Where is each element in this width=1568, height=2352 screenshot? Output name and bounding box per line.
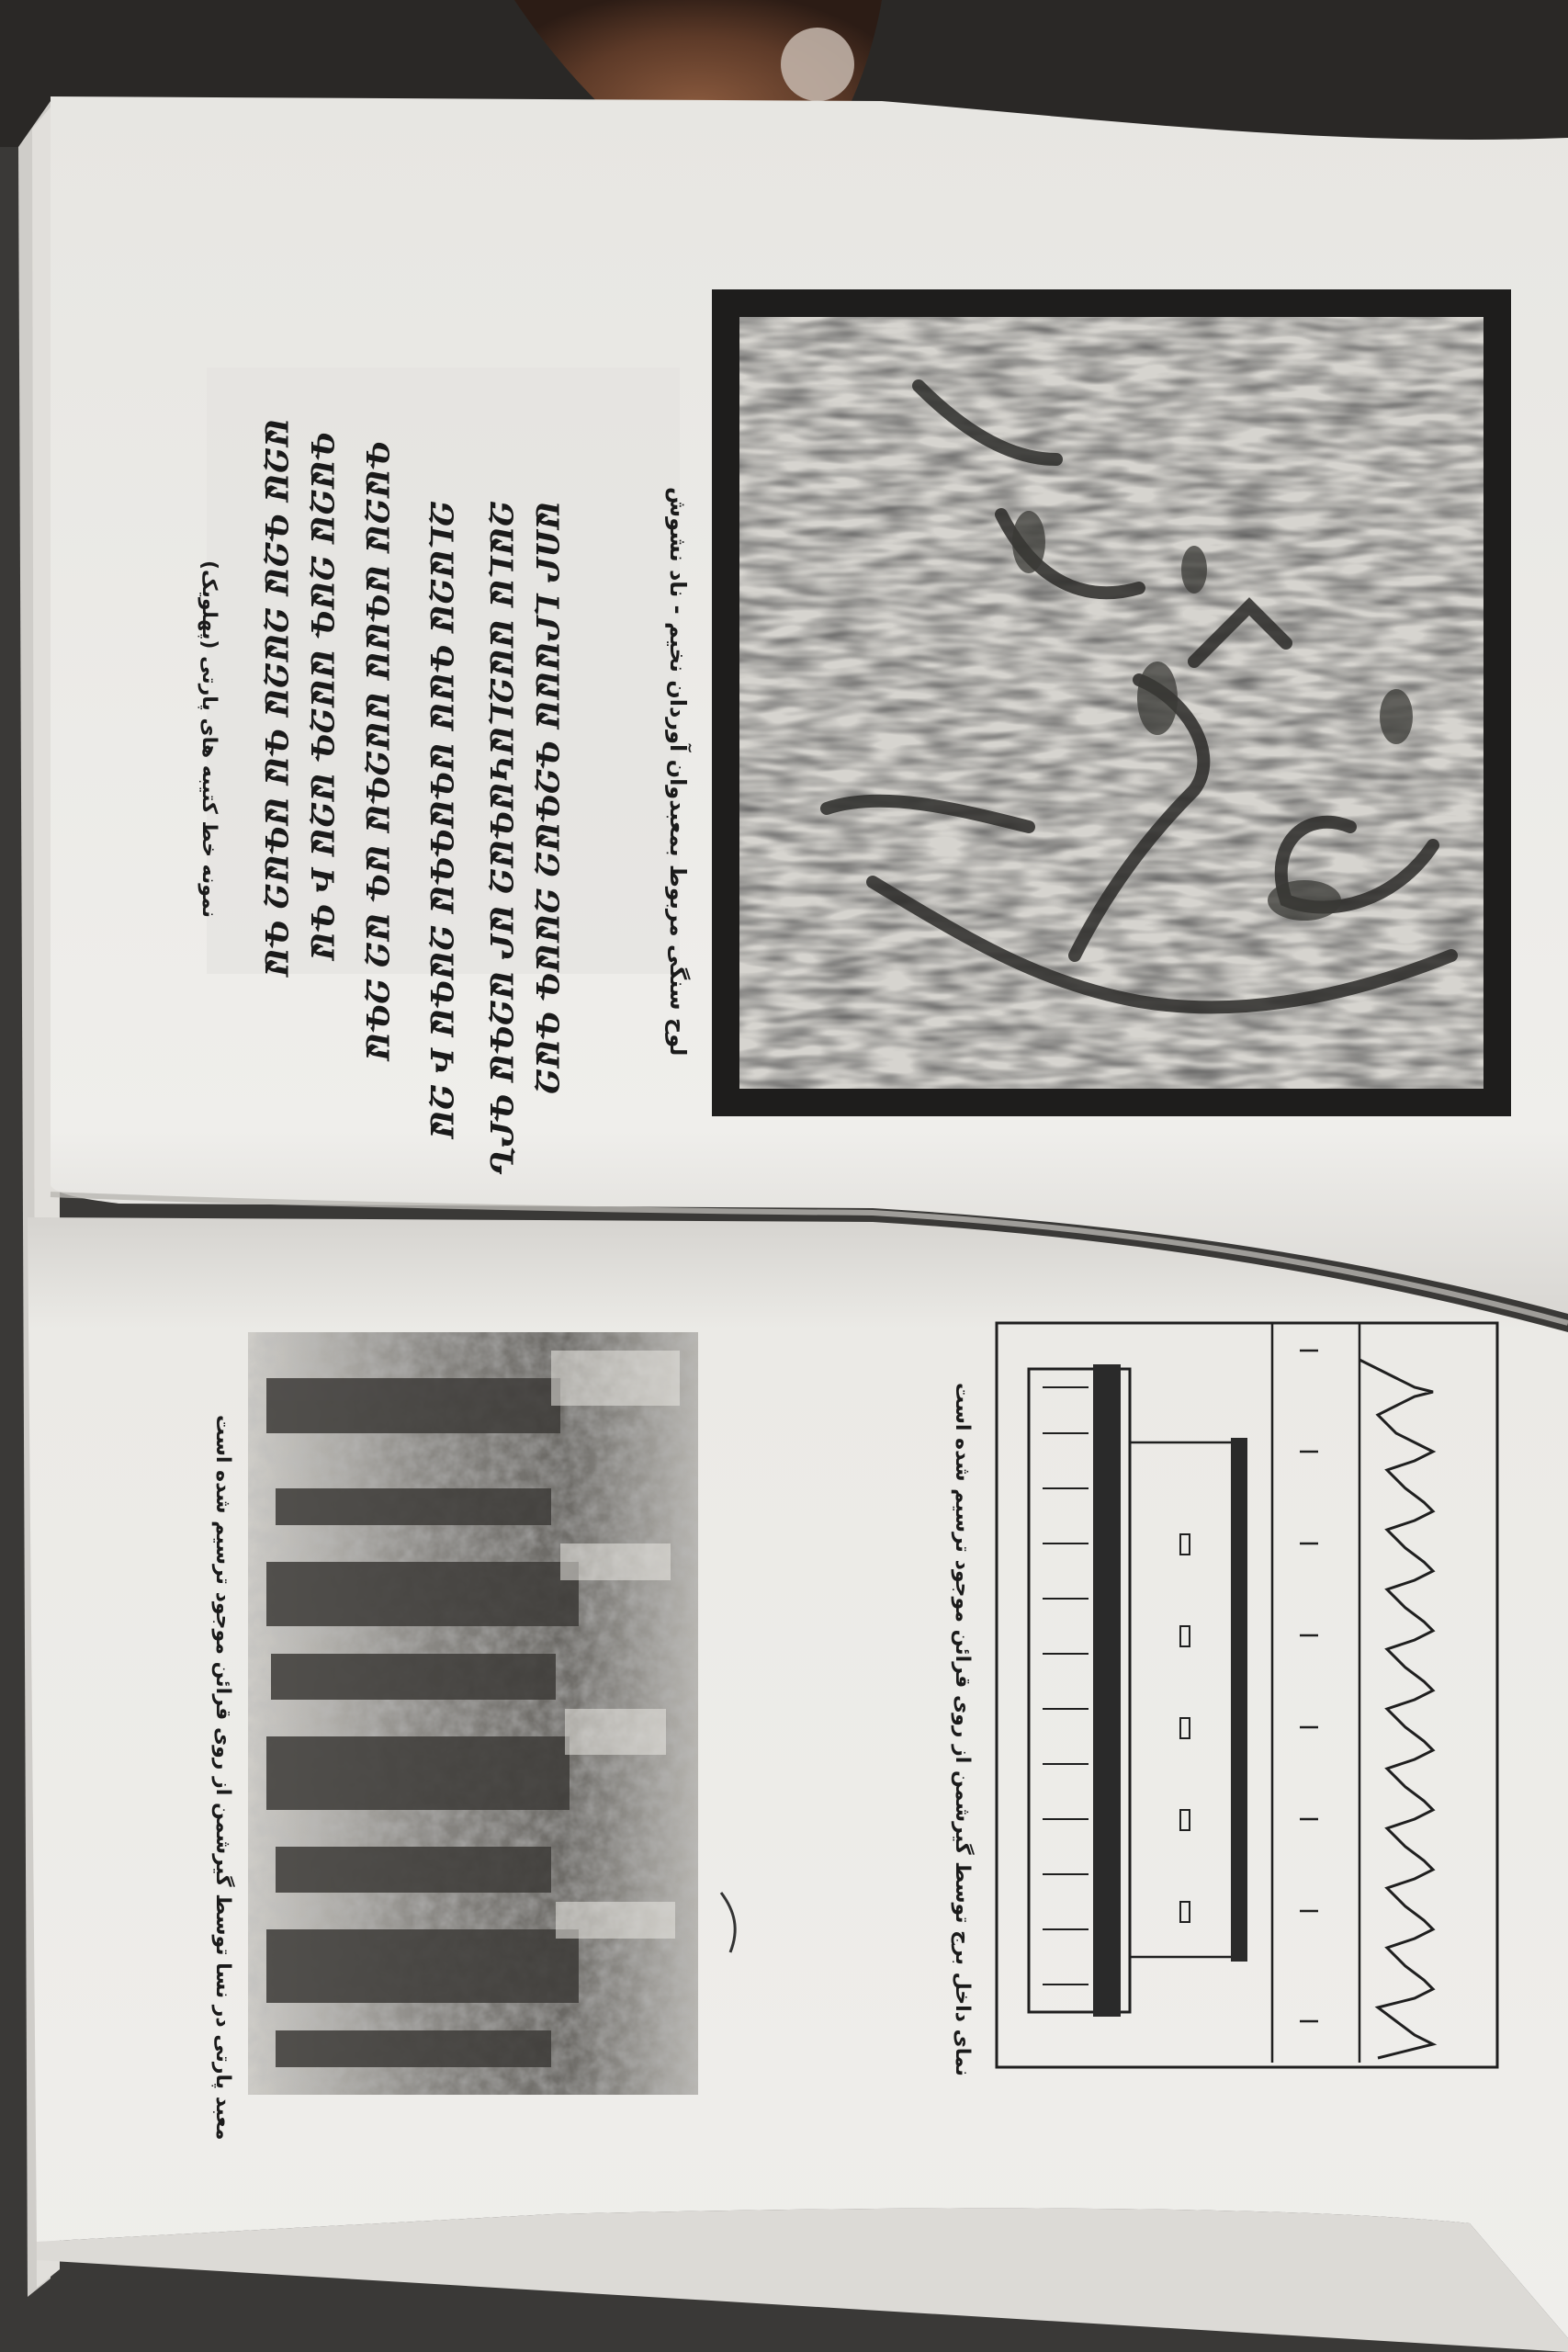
inscription-line-4: ԳԱԶԱ ԱԳԱԱ ԱԱԶԳԱ ԱԳ ԱԶ ԶԳԱ [358, 441, 395, 1062]
inscription-line-6: ԱԶԱ ԳԶԱ ԶԱԶԱ ԳԱ ԱԳԱԶ ԳԱ [257, 418, 294, 978]
relief-photo [712, 289, 1511, 1116]
caption-drawing: نمای داخل برج توسط گیرشمن از روی قرائن موجود ترسیم شده است [951, 1383, 974, 2077]
inscription-line-2: ԶԱԼԱ ԱԱԶԼԱԿԱԳԱԶ ԱՐ ԱԶԳԱ ԳՐՆ [482, 501, 519, 1176]
temple-photo [248, 1332, 698, 2095]
caption-relief: لوح سنگی مربوط بمعبدوان آوردان نخیم - ناد نشوش [665, 487, 691, 1057]
caption-photo: معبد پارتی در نسا توسط گیرشمن از روی قرائن موجود ترسیم شده است [211, 1415, 234, 2141]
inscription-line-3: ԶԼԱԶԱ ԳԱԱ ԱԳԱԳԳԱ ԶԱԳԱ Ի ԶԱ [423, 501, 459, 1139]
inscription-line-5: ԳԱԶԱ ԶԱԳ ԱԱԶԳ ԱԶԱ Ի ԳԱ [303, 432, 340, 961]
caption-inscription: نمونه خط کتیبه های پارتی (پهلویک) [197, 560, 220, 919]
inscription-line-1: ԱՈՐ ԼՐԱԱԱ ԳԶԳԱԶ ԶԱԱԳ ԳԱԶ [528, 501, 565, 1094]
